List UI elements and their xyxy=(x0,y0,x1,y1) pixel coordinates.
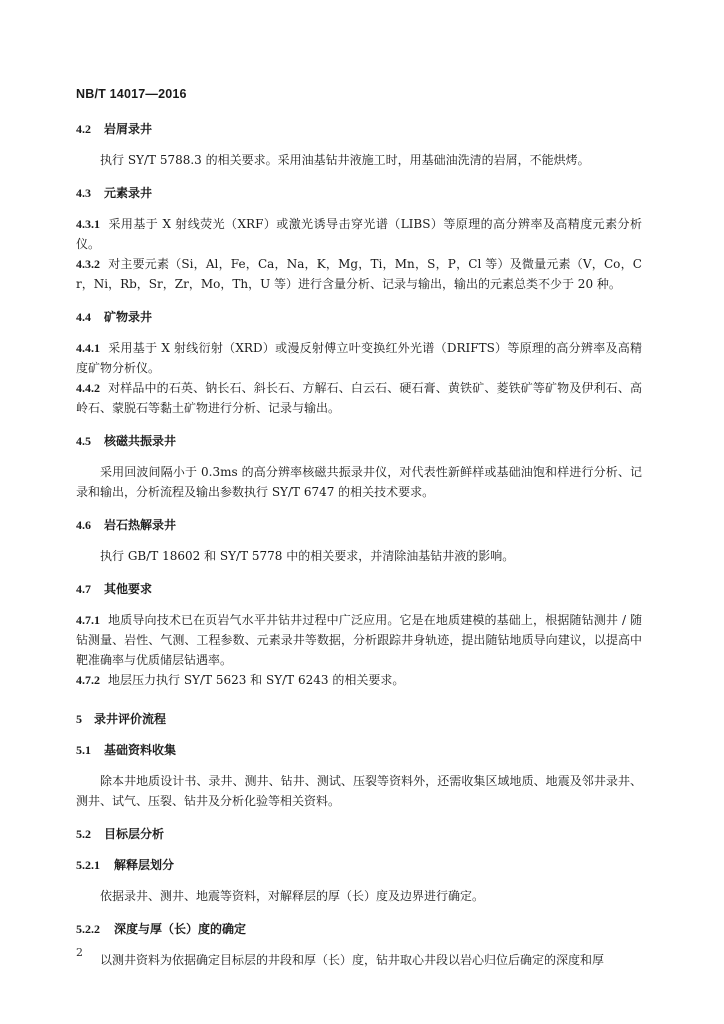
clause-4-7-2 xyxy=(76,670,642,690)
section-heading-4-6 xyxy=(76,515,642,535)
section-heading-4-7 xyxy=(76,579,642,599)
section-number: 4.7 xyxy=(76,582,91,596)
paragraph-5-2-1: 依据录井、测井、地震等资料，对解释层的厚（长）度及边界进行确定。 xyxy=(100,889,485,903)
clause-text: 采用基于 X 射线荧光（XRF）或激光诱导击穿光谱（LIBS）等原理的高分辨率及高精度元素分析仪。 xyxy=(76,217,642,251)
section-number: 5.2.1 xyxy=(76,858,100,872)
section-number: 5.2 xyxy=(76,827,91,841)
section-title: 其他要求 xyxy=(104,582,153,596)
section-heading-5-2-1 xyxy=(76,855,642,875)
clause-4-4-2 xyxy=(76,378,642,418)
paragraph-5-1: 除本井地质设计书、录井、测井、钻井、测试、压裂等资料外，还需收集区域地质、地震及邻井录井、测井、试气、压裂、钻井及分析化验等相关资料。 xyxy=(76,774,642,808)
section-number: 4.6 xyxy=(76,518,91,532)
standard-code-header: NB/T 14017—2016 xyxy=(76,87,187,101)
chapter-number: 5 xyxy=(76,712,82,726)
section-title: 矿物录井 xyxy=(104,310,153,324)
clause-text: 对样品中的石英、钠长石、斜长石、方解石、白云石、硬石膏、黄铁矿、菱铁矿等矿物及伊利石、高岭石、蒙脱石等黏土矿物进行分析、记录与输出。 xyxy=(76,381,642,415)
section-heading-4-2 xyxy=(76,119,642,139)
section-number: 5.2.2 xyxy=(76,922,100,936)
section-number: 4.3 xyxy=(76,186,91,200)
clause-4-4-1 xyxy=(76,338,642,378)
section-title: 解释层划分 xyxy=(114,858,175,872)
section-number: 4.4 xyxy=(76,310,91,324)
section-heading-5-2-2 xyxy=(76,919,642,939)
clause-number: 4.3.1 xyxy=(76,217,100,231)
paragraph-5-2-2: 以测井资料为依据确定目标层的井段和厚（长）度，钻井取心井段以岩心归位后确定的深度和厚 xyxy=(100,953,605,967)
section-title: 元素录井 xyxy=(104,186,153,200)
page-number: 2 xyxy=(76,946,83,959)
section-title: 核磁共振录井 xyxy=(104,434,177,448)
section-title: 岩屑录井 xyxy=(104,122,153,136)
clause-text: 地质导向技术已在页岩气水平井钻井过程中广泛应用。它是在地质建模的基础上，根据随钻测井 / 随钻测量、岩性、气测、工程参数、元素录井等数据，分析跟踪井身轨迹，提出随钻地质导向建议，以提高中靶准确率与优质储层钻遇率。 xyxy=(76,613,642,667)
section-title: 深度与厚（长）度的确定 xyxy=(114,922,247,936)
clause-number: 4.4.2 xyxy=(76,381,100,395)
clause-number: 4.7.1 xyxy=(76,613,100,627)
section-title: 基础资料收集 xyxy=(104,743,177,757)
section-heading-4-5 xyxy=(76,431,642,451)
document-body xyxy=(76,119,642,970)
paragraph-4-6: 执行 GB/T 18602 和 SY/T 5778 中的相关要求，并清除油基钻井液的影响。 xyxy=(100,549,515,563)
paragraph-4-2: 执行 SY/T 5788.3 的相关要求。采用油基钻井液施工时，用基础油洗清的岩屑，不能烘烤。 xyxy=(100,153,590,167)
section-heading-5-2 xyxy=(76,824,642,844)
chapter-title: 录井评价流程 xyxy=(94,712,167,726)
clause-text: 对主要元素（Si，Al，Fe，Ca，Na，K，Mg，Ti，Mn，S，P，Cl 等）及微量元素（V，Co，Cr，Ni，Rb，Sr，Zr，Mo，Th，U 等）进行含量分析、记录与输出，输出的元素总类不少于 20 种。 xyxy=(76,257,642,291)
clause-4-3-2 xyxy=(76,254,642,294)
chapter-heading-5 xyxy=(76,709,642,729)
clause-number: 4.4.1 xyxy=(76,341,100,355)
section-number: 4.2 xyxy=(76,122,91,136)
clause-number: 4.3.2 xyxy=(76,257,100,271)
clause-4-3-1 xyxy=(76,214,642,254)
section-heading-4-3 xyxy=(76,183,642,203)
section-title: 岩石热解录井 xyxy=(104,518,177,532)
section-title: 目标层分析 xyxy=(104,827,165,841)
section-heading-5-1 xyxy=(76,740,642,760)
clause-text: 采用基于 X 射线衍射（XRD）或漫反射傅立叶变换红外光谱（DRIFTS）等原理的高分辨率及高精度矿物分析仪。 xyxy=(76,341,642,375)
section-number: 5.1 xyxy=(76,743,91,757)
paragraph-4-5: 采用回波间隔小于 0.3ms 的高分辨率核磁共振录井仪，对代表性新鲜样或基础油饱和样进行分析、记录和输出，分析流程及输出参数执行 SY/T 6747 的相关技术要求。 xyxy=(76,465,642,499)
section-number: 4.5 xyxy=(76,434,91,448)
clause-4-7-1 xyxy=(76,610,642,670)
clause-number: 4.7.2 xyxy=(76,673,100,687)
clause-text: 地层压力执行 SY/T 5623 和 SY/T 6243 的相关要求。 xyxy=(108,673,405,687)
section-heading-4-4 xyxy=(76,307,642,327)
